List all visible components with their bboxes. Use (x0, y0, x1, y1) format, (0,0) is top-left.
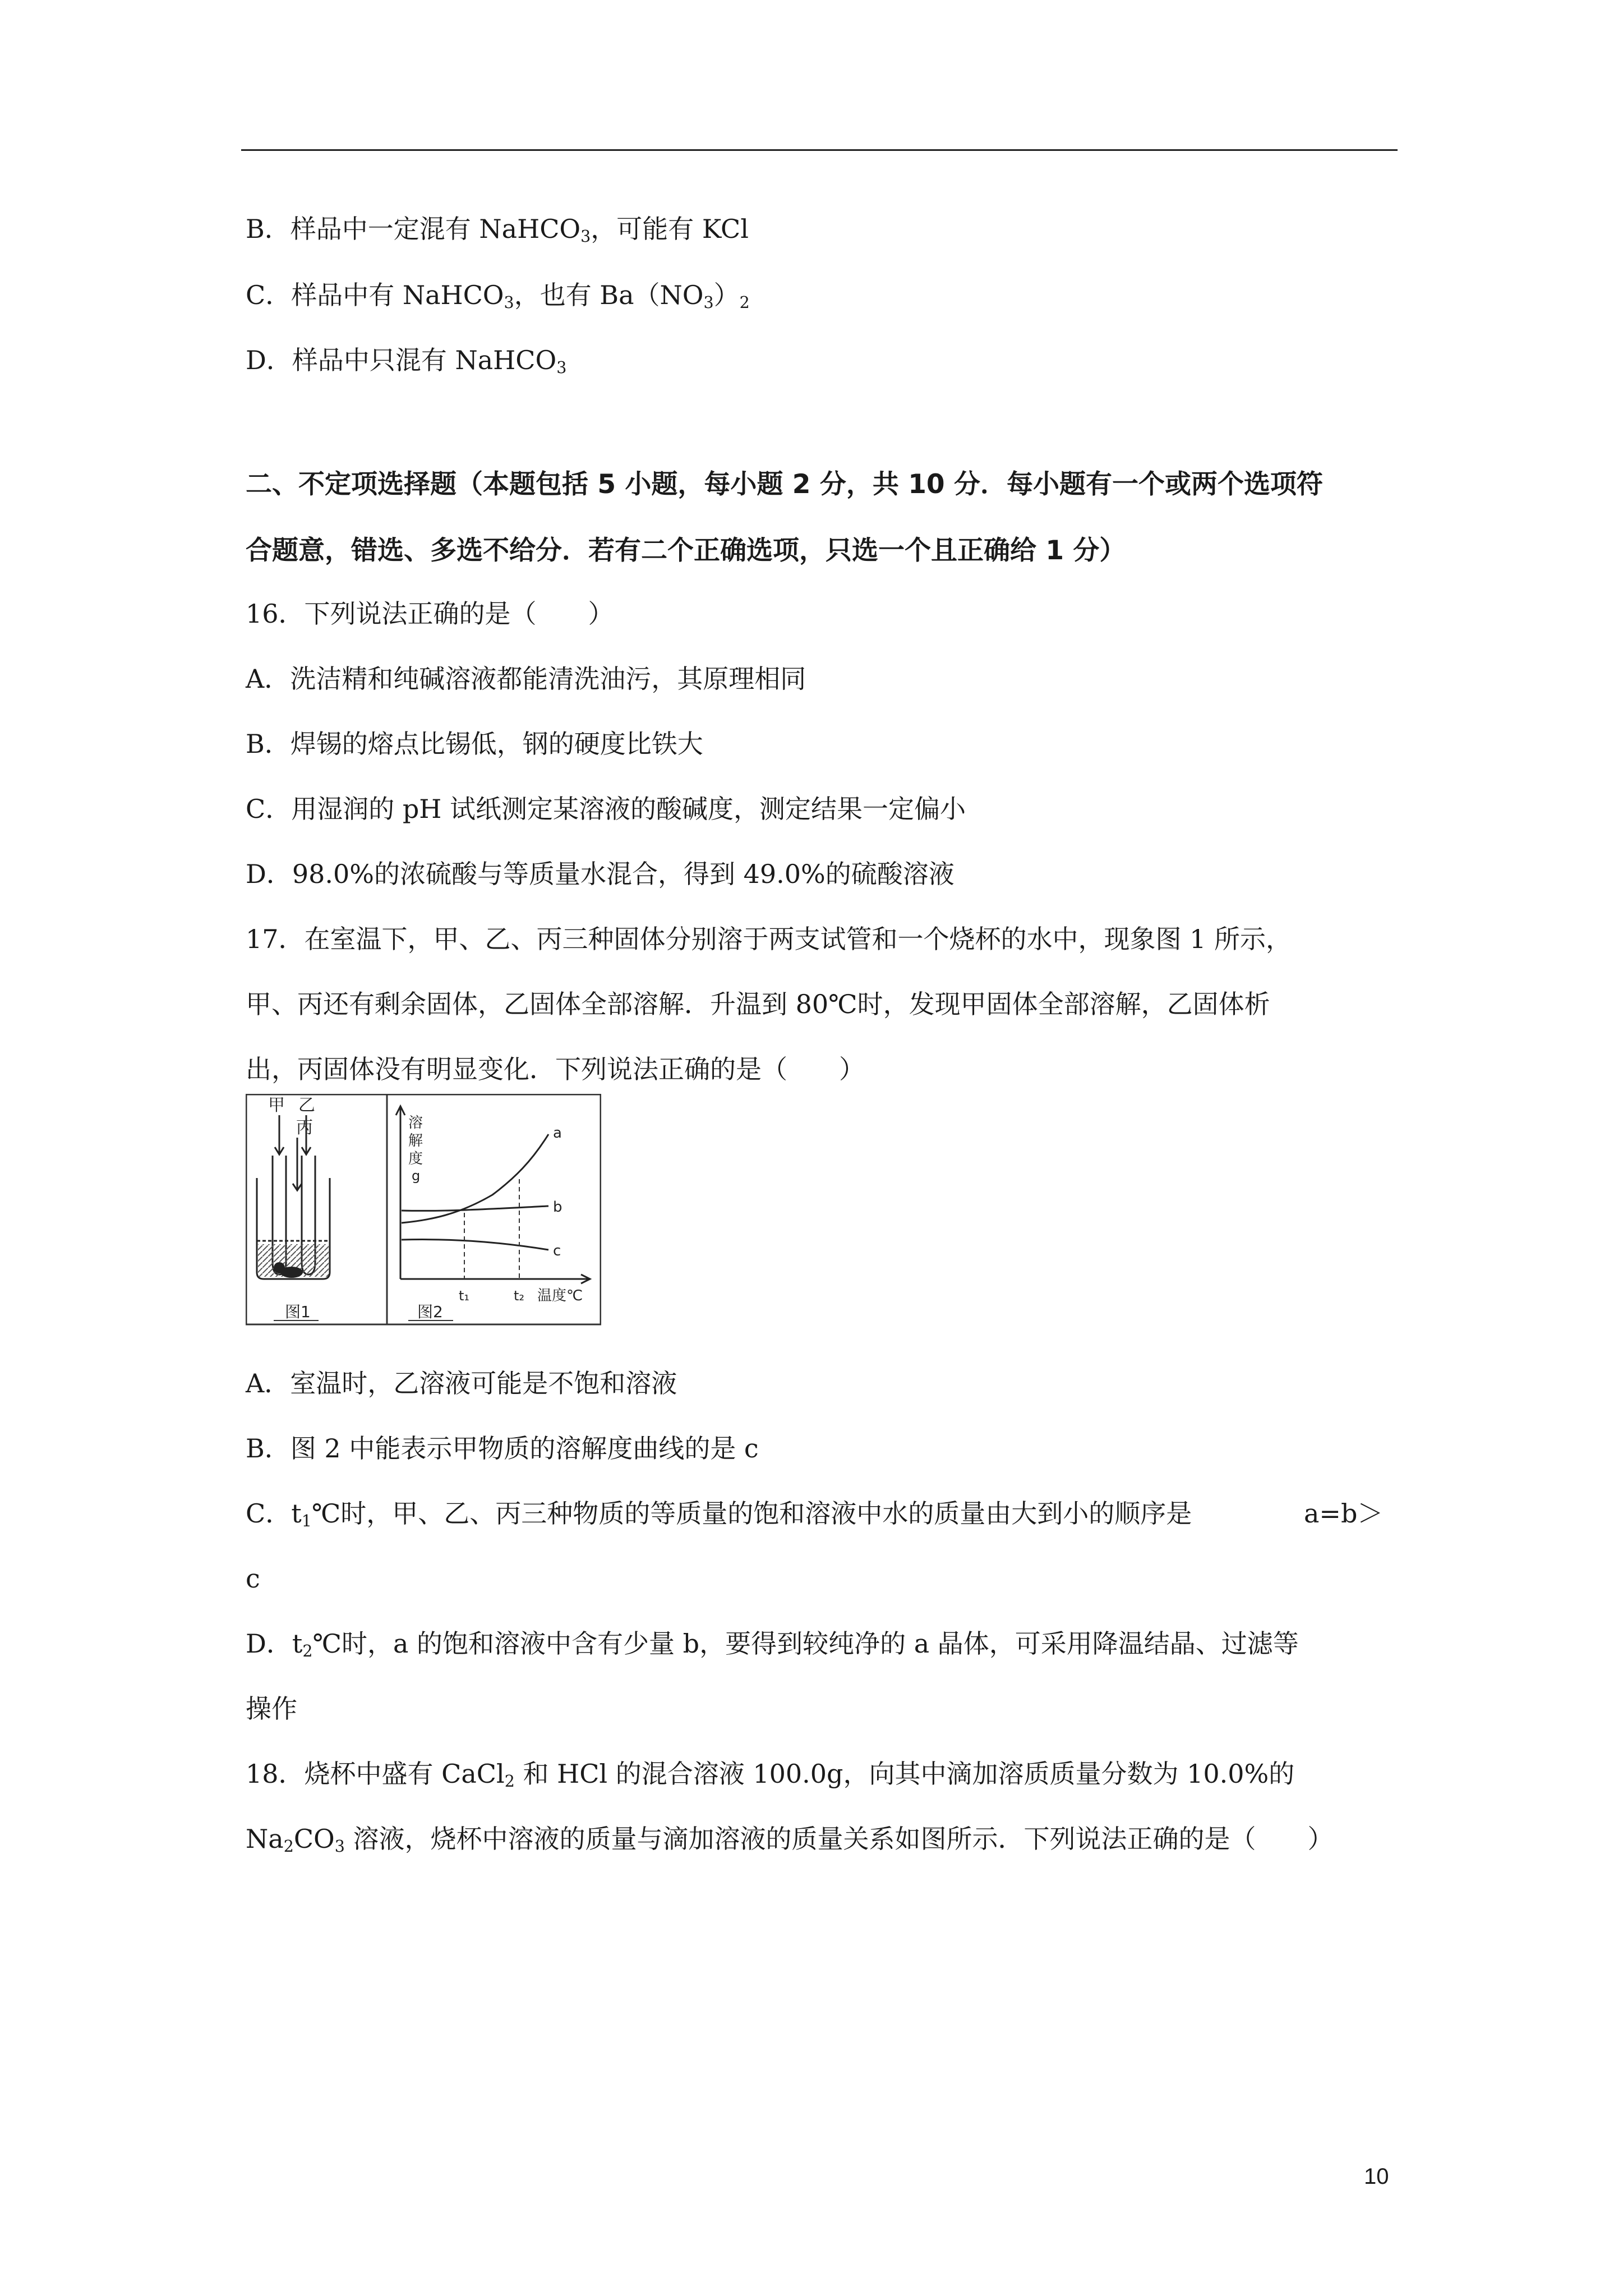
fig2-ylabel-1: 溶 (408, 1115, 423, 1131)
question-17-line2: 甲、丙还有剩余固体，乙固体全部溶解．升温到 80℃时，发现甲固体全部溶解，乙固体析 (246, 989, 1270, 1019)
fig2-ylabel-4: g (412, 1168, 421, 1184)
header-rule (241, 149, 1398, 151)
option-16c: C．用湿润的 pH 试纸测定某溶液的酸碱度，测定结果一定偏小 (246, 794, 966, 824)
question-17-line1: 17．在室温下，甲、乙、丙三种固体分别溶于两支试管和一个烧杯的水中，现象图 1 所示， (246, 924, 1292, 954)
option-17a: A．室温时，乙溶液可能是不饱和溶液 (246, 1368, 677, 1398)
option-15c: C．样品中有 NaHCO$_3$，也有 $Ba(NO_3)_2$ (246, 280, 750, 312)
label-bing: 丙 (296, 1118, 313, 1138)
question-17-line3: 出，丙固体没有明显变化．下列说法正确的是（ ） (246, 1054, 865, 1084)
curve-c (402, 1240, 548, 1250)
option-16b: B．焊锡的熔点比锡低，钢的硬度比铁大 (246, 729, 703, 759)
label-jia: 甲 (268, 1096, 285, 1115)
fig2-caption: 图2 (417, 1303, 443, 1321)
curve-b-label: b (553, 1199, 562, 1216)
curve-b (402, 1206, 548, 1211)
label-yi: 乙 (298, 1096, 315, 1115)
option-16a: A．洗洁精和纯碱溶液都能清洗油污，其原理相同 (246, 664, 806, 694)
curve-a-label: a (553, 1125, 562, 1142)
section-heading-line1: 二、不定项选择题（本题包括 5 小题，每小题 2 分，共 10 分．每小题有一个或两个选项符 (246, 469, 1323, 500)
option-17c-wrap: c (246, 1563, 260, 1594)
fig2-ylabel-3: 度 (408, 1151, 423, 1167)
solubility-figure (246, 1094, 601, 1341)
option-17d-wrap: 操作 (246, 1694, 297, 1724)
solid-residue (258, 1244, 329, 1278)
figure-svg (246, 1094, 601, 1341)
t2-label: t₂ (514, 1288, 525, 1304)
option-15b: B．样品中一定混有 NaHCO$_3$，可能有 KCl (246, 214, 749, 246)
option-17d: D．$t_2℃$时，a 的饱和溶液中含有少量 b，要得到较纯净的 a 晶体，可采用降温结晶、过滤等 (246, 1628, 1299, 1661)
option-17c-tail: a=b＞ (1304, 1498, 1384, 1529)
section-heading-line2: 合题意，错选、多选不给分．若有二个正确选项，只选一个且正确给 1 分） (246, 535, 1126, 566)
t1-label: t₁ (459, 1288, 470, 1304)
option-15d: D．样品中只混有 NaHCO$_3$ (246, 345, 567, 378)
fig2-ylabel-2: 解 (408, 1133, 423, 1149)
curve-c-label: c (553, 1243, 561, 1259)
fig1-caption: 图1 (285, 1303, 311, 1321)
question-16: 16．下列说法正确的是（ ） (246, 599, 614, 629)
question-18-line2: $Na_2CO_3$ 溶液，烧杯中溶液的质量与滴加溶液的质量关系如图所示．下列说法正确的是（ ） (246, 1824, 1334, 1856)
page-number: 10 (1364, 2164, 1389, 2189)
option-17b: B．图 2 中能表示甲物质的溶解度曲线的是 c (246, 1433, 759, 1464)
option-16d: D．98.0%的浓硫酸与等质量水混合，得到 49.0%的硫酸溶液 (246, 859, 955, 889)
question-18-line1: 18．烧杯中盛有 CaCl$_2$ 和 HCl 的混合溶液 100.0g，向其中滴加溶质质量分数为 10.0%的 (246, 1759, 1295, 1791)
option-17c: C．$t_1℃$时，甲、乙、丙三种物质的等质量的饱和溶液中水的质量由大到小的顺序是 (246, 1498, 1192, 1531)
fig2-xlabel: 温度℃ (537, 1287, 583, 1304)
